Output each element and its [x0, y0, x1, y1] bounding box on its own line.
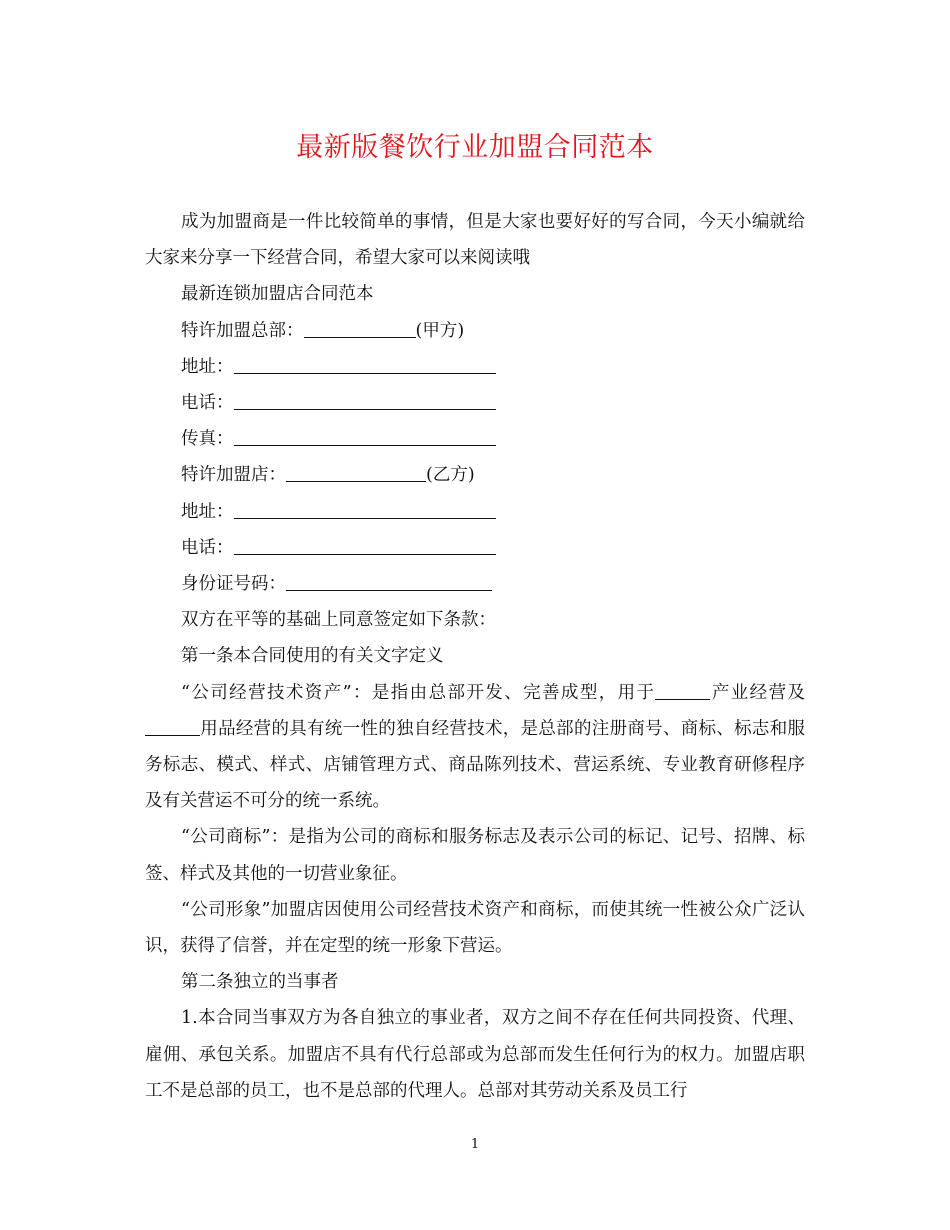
def1-blank-1: [655, 681, 710, 700]
contract-title-line: 最新连锁加盟店合同范本: [181, 284, 374, 305]
definition-image: “公司形象”加盟店因使用公司经营技术资产和商标，而使其统一性被公众广泛认识，获得了信誉，并在定型的统一形象下营运。: [145, 899, 805, 957]
hq-phone-line: [145, 385, 805, 421]
store-phone-line: [145, 530, 805, 566]
store-suffix: (乙方): [426, 465, 475, 486]
intro-paragraph: 成为加盟商是一件比较简单的事情，但是大家也要好好的写合同，今天小编就给大家来分享一下经营合同，希望大家可以来阅读哦: [145, 212, 805, 269]
hq-blank: [304, 319, 416, 338]
store-phone-blank: [234, 536, 496, 555]
store-address-label: 地址：: [181, 501, 234, 522]
definition-technical-assets: [145, 675, 805, 820]
def1-part-a: “公司经营技术资产”：是指由总部开发、完善成型，用于: [181, 682, 656, 703]
store-phone-label: 电话：: [181, 537, 234, 558]
store-id-line: [145, 566, 805, 602]
hq-fax-line: [145, 421, 805, 457]
store-blank: [286, 464, 426, 483]
clause-1: 1.本合同当事双方为各自独立的事业者，双方之间不存在任何共同投资、代理、雇佣、承包关系。加盟店不具有代行总部或为总部而发生任何行为的权力。加盟店职工不是总部的员工，也不是总部的代理人。总部对其劳动关系及员工行: [145, 1008, 805, 1101]
hq-fax-label: 传真：: [181, 429, 234, 450]
store-id-blank: [286, 573, 492, 592]
hq-phone-blank: [234, 392, 496, 411]
hq-phone-label: 电话：: [181, 393, 234, 414]
hq-fax-blank: [234, 428, 496, 447]
definition-trademark: “公司商标”：是指为公司的商标和服务标志及表示公司的标记、记号、招牌、标签、样式及其他的一切营业象征。: [145, 827, 805, 884]
store-label: 特许加盟店：: [181, 465, 286, 486]
hq-address-line: [145, 349, 805, 385]
store-address-line: [145, 494, 805, 530]
agreement-line: 双方在平等的基础上同意签定如下条款：: [181, 610, 496, 631]
hq-line: [145, 313, 805, 349]
hq-label: 特许加盟总部：: [181, 320, 304, 341]
def1-part-c: 用品经营的具有统一性的独自经营技术，是总部的注册商号、商标、标志和服务标志、模式、样式、店铺管理方式、商品陈列技术、营运系统、专业教育研修程序及有关营运不可分的统一系统。: [145, 718, 805, 812]
document-title: 最新版餐饮行业加盟合同范本: [296, 132, 654, 163]
document-body: [145, 204, 805, 1109]
hq-address-label: 地址：: [181, 356, 234, 377]
article-1-heading: 第一条本合同使用的有关文字定义: [181, 646, 444, 667]
hq-suffix: (甲方): [415, 320, 465, 341]
article-2-heading: 第二条独立的当事者: [181, 972, 339, 993]
def1-blank-2: [145, 717, 200, 736]
store-line: [145, 457, 805, 493]
def1-part-b: 产业经营及: [710, 682, 805, 703]
page-number: 1: [470, 1137, 480, 1152]
store-id-label: 身份证号码：: [181, 574, 286, 595]
store-address-blank: [234, 500, 496, 519]
hq-address-blank: [234, 355, 496, 374]
